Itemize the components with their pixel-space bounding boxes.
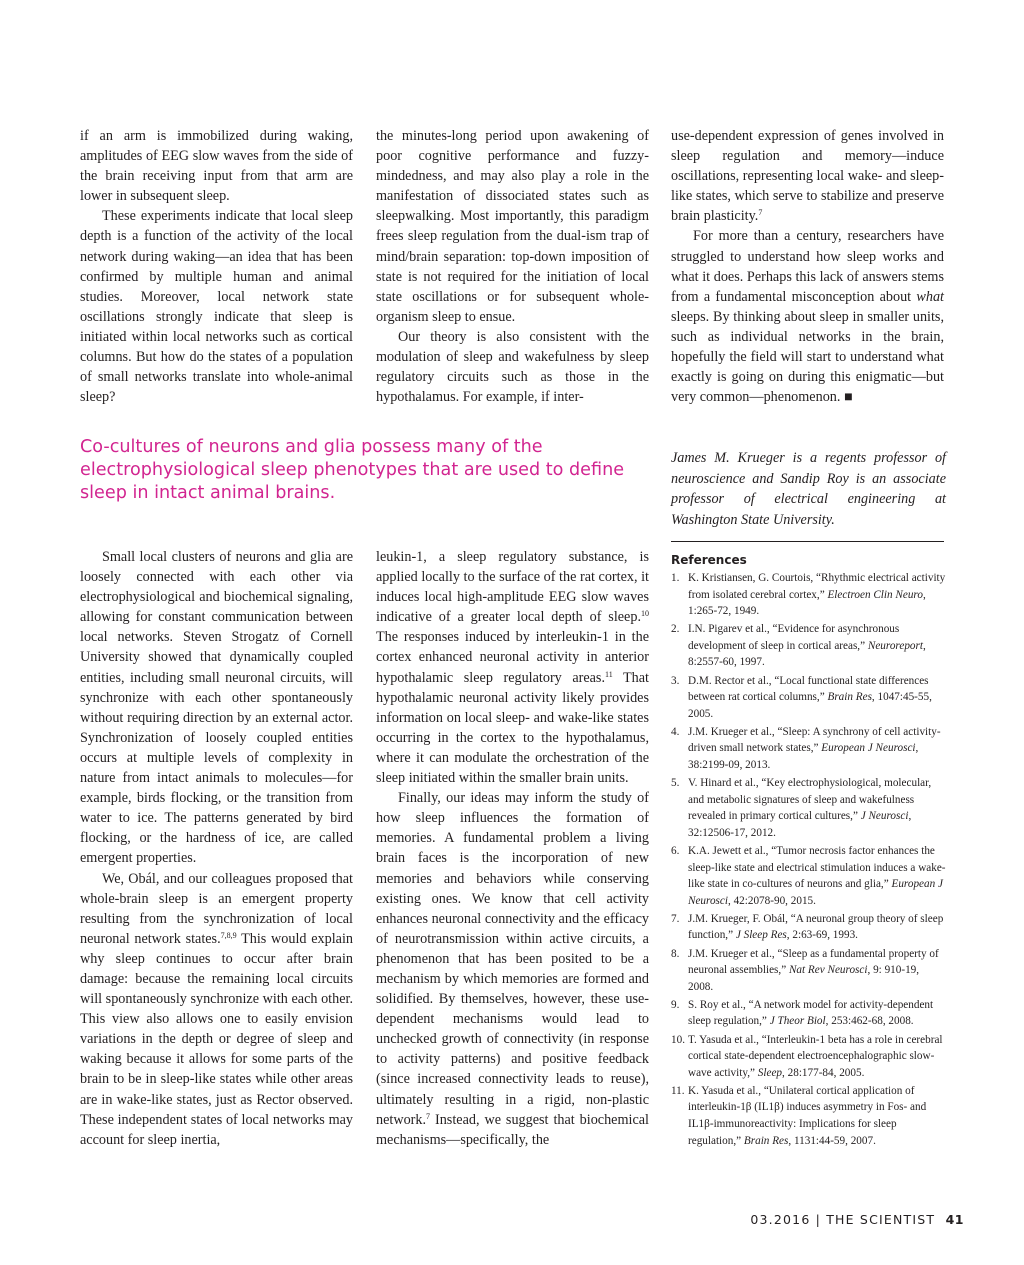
paragraph: if an arm is immobilized during waking, amplitudes of EEG slow waves from the side of the brain receiving input from that arm are lower in subsequent sleep. <box>80 128 353 205</box>
reference-details: , 42:2078-90, 2015. <box>727 894 816 907</box>
reference-number: 4. <box>671 725 680 738</box>
reference-journal: J Theor Biol <box>769 1015 826 1028</box>
reference-details: , 9: 910-19, 2008. <box>688 964 920 993</box>
paragraph: leukin-1, a sleep regulatory substance, is applied locally to the surface of the rat cortex, it induces local high-amplitude EEG slow waves indicative of a greater local depth of sleep.$^{10}$ The responses induced by interleukin-1 in the cortex enhanced neuronal activity in anterior hypothalamic sleep regulatory areas.$^{11}$ That hypothalamic neuronal activity likely provides information on local sleep- and wake-like states occurring in the cortex to the hypothalamus, where it can modulate the orchestration of the sleep initiated within the smaller brain units. <box>376 549 649 787</box>
reference-details: , 32:12506-17, 2012. <box>688 810 912 839</box>
reference-text: J.M. Krueger et al., “Sleep as a fundamental property of neuronal assemblies,” <box>688 947 939 977</box>
paragraph: Our theory is also consistent with the modulation of sleep and wakefulness by sleep regulatory circuits such as those in the hypothalamus. For example, if inter- <box>376 328 649 406</box>
reference-number: 5. <box>671 777 680 790</box>
reference-number: 7. <box>671 912 680 925</box>
reference-number: 9. <box>671 998 680 1011</box>
end-mark-icon: ■ <box>843 389 853 406</box>
reference-text: K. Kristiansen, G. Courtois, “Rhythmic electrical activity from isolated cerebral cortex,” <box>688 572 946 601</box>
reference-journal: Brain Res <box>743 1134 789 1147</box>
reference-item <box>671 946 946 996</box>
page-footer <box>750 1212 964 1227</box>
paragraph: use-dependent expression of genes involved in sleep regulation and memory—induce oscillations, representing local wake- and sleep-like states, which serve to stabilize and preserve brain plasticity.$^7$ <box>671 128 944 225</box>
reference-item <box>671 843 946 909</box>
column-1-top <box>80 126 353 407</box>
reference-text: D.M. Rector et al., “Local functional state differences between rat cortical columns,” <box>688 674 929 704</box>
column-3-top <box>671 126 944 407</box>
paragraph: the minutes-long period upon awakening of poor cognitive performance and fuzzy-mindedness, and may also play a role in the manifestation of dissociated states such as sleepwalking. Most importantly, this paradigm frees sleep regulation from the dual-ism trap of mind/brain separation: top-down imposition of state is not required for the initiation of local state oscillations or for subsequent whole-organism sleep to ensue. <box>376 128 649 325</box>
reference-journal: European J Neurosci <box>821 742 916 755</box>
reference-number: 6. <box>671 845 680 857</box>
reference-journal: Neuroreport <box>867 639 923 652</box>
paragraph: We, Obál, and our colleagues proposed that whole-brain sleep is an emergent property resulting from the synchronization of local neuronal network states.$^{7,8,9}$ This would explain why sleep continues to occur after brain damage: because the remaining local circuits will spontaneously synchronize with each other. This view also allows one to easily envision variations in the depth or degree of sleep and waking because it allows for some parts of the brain to be in sleep-like states while other areas are in wake-like states, just as Rector observed. These independent states of local networks may account for sleep inertia, <box>80 870 353 1148</box>
reference-number: 11. <box>671 1084 685 1097</box>
reference-item <box>671 621 946 671</box>
reference-details: , 1047:45-55, 2005. <box>688 691 932 720</box>
column-2-bottom <box>376 547 649 1150</box>
reference-text: J.M. Krueger et al., “Sleep: A synchrony of cell activity-driven small network states,” <box>688 725 941 755</box>
reference-details: , 253:462-68, 2008. <box>825 1015 914 1028</box>
reference-journal: Electroen Clin Neuro <box>827 588 923 601</box>
paragraph: For more than a century, researchers have struggled to understand how sleep works and what it does. Perhaps this lack of answers stems from a fundamental misconception about what sleeps. By thinking about sleep in smaller units, such as individual networks in the brain, hopefully the field will start to understand what exactly is going on during this enigmatic—but very common—phenomenon. ■ <box>671 228 944 406</box>
issue-label: 03.2016 | THE SCIENTIST <box>750 1212 936 1227</box>
reference-journal: J Sleep Res <box>735 929 787 942</box>
reference-details: , 8:2557-60, 1997. <box>688 639 926 669</box>
pull-quote: Co-cultures of neurons and glia possess many of the electrophysiological sleep phenotypes that are used to define sleep in intact animal brains. <box>80 437 625 503</box>
paragraph: Finally, our ideas may inform the study of how sleep influences the formation of memories. A fundamental problem a living brain faces is the incorporation of new memories and behaviors while conserving existing ones. We know that cell activity enhances neuronal connectivity and the efficacy of neurotransmission within active circuits, a phenomenon that has been posited to be a mechanism by which memories are formed and solidified. By themselves, however, these use-dependent mechanisms would lead to unchecked growth of connectivity (in response to activity patterns) and positive feedback (since increased connectivity leads to reuse), ultimately resulting in a rigid, non-plastic network.$^7$ Instead, we suggest that biochemical mechanisms—specifically, the <box>376 790 649 1148</box>
reference-item <box>671 1032 946 1082</box>
reference-details: , 38:2199-09, 2013. <box>688 742 919 772</box>
reference-text: T. Yasuda et al., “Interleukin-1 beta has a role in cerebral cortical state-dependent electroencephalographic slow-wave activity,” <box>688 1033 943 1079</box>
column-2-top <box>376 126 649 407</box>
reference-details: , 1:265-72, 1949. <box>688 588 926 618</box>
reference-item <box>671 1083 946 1149</box>
reference-text: K. Yasuda et al., “Unilateral cortical application of interleukin-1β (IL1β) induces asymmetry in Fos- and IL1β-immunoreactivity: Implications for sleep regulation,” <box>688 1084 927 1147</box>
reference-text: J.M. Krueger, F. Obál, “A neuronal group theory of sleep function,” <box>688 912 944 942</box>
paragraph: Small local clusters of neurons and glia are loosely connected with each other via electrophysiological and biochemical signaling, allowing for constant communication between local networks. Steven Strogatz of Cornell University showed that dynamically coupled entities, including small neuronal circuits, will synchronize with each other spontaneously without requiring direction by an external actor. Synchronization of loosely coupled entities occurs at multiple levels of complexity in nature from intact animals to molecules—for example, birds flocking, or the transition from water to ice. The patterns generated by bird flocking, or the hardness of ice, are called emergent properties. <box>80 549 353 867</box>
reference-number: 8. <box>671 947 680 960</box>
reference-journal: Nat Rev Neurosci <box>788 964 868 977</box>
reference-details: , 2:63-69, 1993. <box>786 929 858 942</box>
divider <box>671 541 944 542</box>
reference-number: 2. <box>671 623 680 636</box>
column-1-bottom <box>80 547 353 1150</box>
reference-item <box>671 997 946 1030</box>
reference-item <box>671 724 946 774</box>
reference-journal: J Neurosci <box>860 810 909 823</box>
reference-number: 10. <box>671 1033 685 1046</box>
reference-details: , 1131:44-59, 2007. <box>788 1134 876 1147</box>
reference-text: K.A. Jewett et al., “Tumor necrosis factor enhances the sleep-like state and electrical stimulation induces a wake-like state in co-cultures of neurons and glia,” <box>688 845 946 891</box>
reference-item <box>671 673 946 723</box>
page-number: 41 <box>945 1212 964 1227</box>
reference-journal: European J Neurosci <box>688 878 943 907</box>
reference-text: S. Roy et al., “A network model for activity-dependent sleep regulation,” <box>688 998 934 1028</box>
reference-item <box>671 775 946 841</box>
reference-journal: Brain Res <box>827 691 872 704</box>
reference-item <box>671 570 946 620</box>
references-list <box>671 570 946 1151</box>
reference-number: 1. <box>671 572 680 584</box>
references-heading: References <box>671 553 747 567</box>
reference-details: , 28:177-84, 2005. <box>782 1066 865 1079</box>
reference-journal: Sleep <box>757 1066 783 1079</box>
paragraph: These experiments indicate that local sleep depth is a function of the activity of the local network during waking—an idea that has been confirmed by multiple human and animal studies. Moreover, local network state oscillations strongly indicate that sleep is initiated within local networks such as cortical columns. But how do the states of a population of small networks translate into whole-animal sleep? <box>80 208 353 406</box>
reference-text: V. Hinard et al., “Key electrophysiological, molecular, and metabolic signatures of sleep and wakefulness revealed in primary cortical cultures,” <box>688 777 932 823</box>
author-bio: James M. Krueger is a regents professor of neuroscience and Sandip Roy is an associate professor of electrical engineering at Washington State University. <box>671 450 946 528</box>
reference-text: I.N. Pigarev et al., “Evidence for asynchronous development of sleep in cortical areas,” <box>688 623 900 652</box>
reference-number: 3. <box>671 674 680 687</box>
reference-item <box>671 911 946 944</box>
